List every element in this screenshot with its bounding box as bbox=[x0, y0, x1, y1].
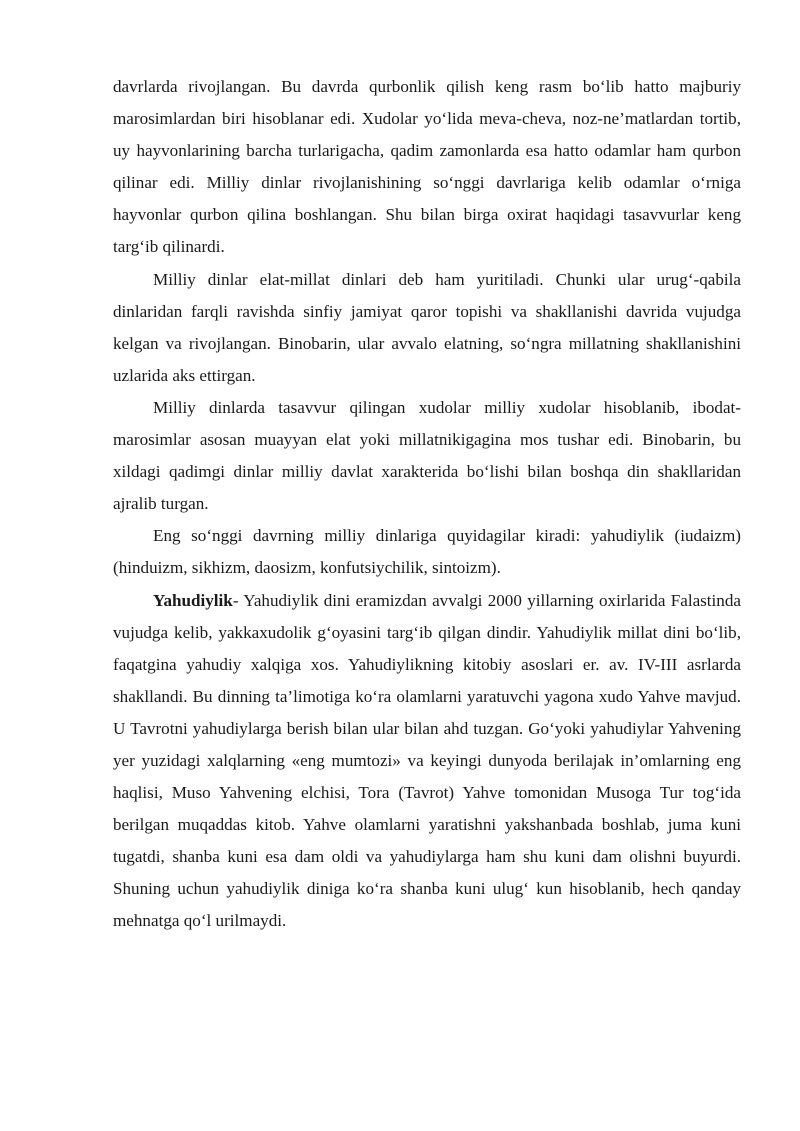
term-yahudiylik: Yahudiylik bbox=[153, 590, 233, 610]
paragraph-text: Eng so‘nggi davrning milliy dinlariga quyidagilar kiradi: yahudiylik (iudaizm) (hinduizm, sikhizm, daosizm, konfutsiychilik, sintoizm). bbox=[113, 526, 741, 578]
paragraph-text: Milliy dinlarda tasavvur qilingan xudolar milliy xudolar hisoblanib, ibodat-marosimlar asosan muayyan elat yoki millatnikigagina mos tushar edi. Binobarin, bu xildagi qadimgi dinlar milliy davlat xarakterida bo‘lishi bilan boshqa din shakllaridan ajralib turgan. bbox=[113, 397, 741, 514]
paragraph-text: Milliy dinlar elat-millat dinlari deb ham yuritiladi. Chunki ular urug‘-qabila dinlaridan farqli ravishda sinfiy jamiyat qaror topishi va shakllanishi davrida vujudga kelgan va rivojlangan. Binobarin, ular avvalo elatning, so‘ngra millatning shakllanishini uzlarida aks ettirgan. bbox=[113, 269, 741, 385]
paragraph-2 bbox=[113, 264, 741, 392]
paragraph-text: - Yahudiylik dini eramizdan avvalgi 2000 yillarning oxirlarida Falastinda vujudga kelib, yakkaxudolik g‘oyasini targ‘ib qilgan dindir. Yahudiylik millat dini bo‘lib, faqatgina yahudiy xalqiga xos. Yahudiylikning kitobiy asoslari er. av. IV-III asrlarda shakllandi. Bu dinning ta’limotiga ko‘ra olamlarni yaratuvchi yagona xudo Yahve mavjud. U Tavrotni yahudiylarga berish bilan ular bilan ahd tuzgan. Go‘yoki yahudiylar Yahvening yer yuzidagi xalqlarning «eng mumtozi» va keyingi dunyoda berilajak in’omlarning eng haqlisi, Muso Yahvening elchisi, Tora (Tavrot) Yahve tomonidan Musoga Tur tog‘ida berilgan muqaddas kitob. Yahve olamlarni yaratishni yakshanbada boshlab, juma kuni tugatdi, shanba kuni esa dam oldi va yahudiylarga ham shu kuni dam olishni buyurdi. Shuning uchun yahudiylik diniga ko‘ra shanba kuni ulug‘ kun hisoblanib, hech qanday mehnatga qo‘l urilmaydi. bbox=[113, 590, 741, 931]
paragraph-3 bbox=[113, 392, 741, 520]
paragraph-5 bbox=[113, 585, 741, 938]
paragraph-text: davrlarda rivojlangan. Bu davrda qurbonlik qilish keng rasm bo‘lib hatto majburiy marosimlardan biri hisoblanar edi. Xudolar yo‘lida meva-cheva, noz-ne’matlardan tortib, uy hayvonlarining barcha turlarigacha, qadim zamonlarda esa hatto odamlar ham qurbon qilinar edi. Milliy dinlar rivojlanishining so‘nggi davrlariga kelib odamlar o‘rniga hayvonlar qurbon qilina boshlangan. Shu bilan birga oxirat haqidagi tasavvurlar keng targ‘ib qilinardi. bbox=[113, 77, 741, 257]
paragraph-4 bbox=[113, 520, 741, 584]
document-body bbox=[113, 71, 741, 938]
paragraph-1 bbox=[113, 71, 741, 264]
